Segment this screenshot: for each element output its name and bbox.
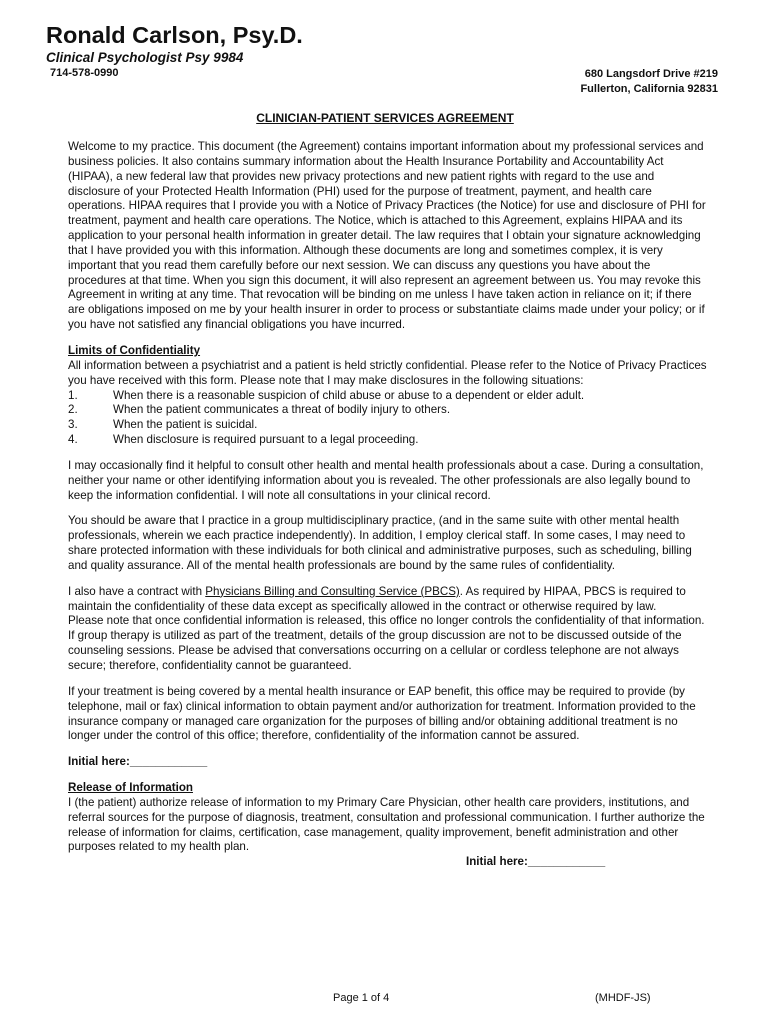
intro-paragraph: Welcome to my practice. This document (the Agreement) contains important information about my professional services and business policies. It also contains summary information about the Health Insurance Portability and Accountability Act (HIPAA), a new federal law that provides new privacy protections and new patient rights with regard to the use and disclosure of your Protected Health Information (PHI) used for the purpose of treatment, payment, and health care operations. HIPAA requires that I provide you with a Notice of Privacy Practices (the Notice) for use and disclosure of PHI for treatment, payment and health care operations. The Notice, which is attached to this Agreement, explains HIPAA and its application to your personal health information in greater detail. The law requires that I obtain your signature acknowledging that I have provided you with this information. Although these documents are long and sometimes complex, it is very important that you read them carefully before our next session. We can discuss any questions you have about the procedures at that time. When you sign this document, it will also represent an agreement between us. You may revoke this Agreement in writing at any time. That revocation will be binding on me unless I have taken action in reliance on it; if there are obligations imposed on me by your health insurer in order to process or substantiate claims made under your policy; or if you have not satisfied any financial obligations you have incurred. — [68, 140, 706, 332]
list-item — [68, 389, 708, 404]
list-item-text: When the patient is suicidal. — [113, 418, 258, 432]
address-line-2: Fullerton, California 92831 — [580, 83, 718, 95]
released-info-paragraph: Please note that once confidential information is released, this office no longer controls the confidentiality of that information. If group therapy is utilized as part of the treatment, details of the group discussion are not to be discussed outside of the counseling sessions. Please be advised that conversations occurring on a cellular or cordless telephone are not always secure; therefore, confidentiality cannot be guaranteed. — [68, 614, 705, 672]
clinician-title: Clinical Psychologist Psy 9984 — [46, 50, 244, 65]
confidentiality-lead: All information between a psychiatrist and a patient is held strictly confidential. Please refer to the Notice of Privacy Practices you have received with this form. Please note that I may make disclosures in the following situations: — [68, 358, 707, 387]
pbcs-link[interactable]: Physicians Billing and Consulting Service (PBCS) — [205, 584, 460, 598]
insurance-paragraph: If your treatment is being covered by a mental health insurance or EAP benefit, this office may be required to provide (by telephone, mail or fax) clinical information to obtain payment and/or authorization for treatment. Information provided to the insurance company or managed care organization for the purposes of billing and/or obtaining additional treatment is no longer under the control of this office; therefore, confidentiality of the information cannot be assured. — [68, 684, 696, 743]
document-title: CLINICIAN-PATIENT SERVICES AGREEMENT — [256, 111, 514, 125]
list-item — [68, 418, 708, 433]
contract-suffix: . As required by HIPAA, PBCS is required to maintain the confidentiality of these data except as specifically allowed in the contract or otherwise required by law. — [68, 584, 686, 613]
list-item — [68, 403, 708, 418]
list-item-text: When there is a reasonable suspicion of child abuse or abuse to a dependent or elder adult. — [113, 388, 585, 402]
clinician-name: Ronald Carlson, Psy.D. — [46, 22, 303, 48]
consultation-paragraph: I may occasionally find it helpful to consult other health and mental health professionals about a case. During a consultation, neither your name or other identifying information about you is revealed. The other professionals are also legally bound to keep the information confidential. I will note all consultations in your clinical record. — [68, 458, 704, 502]
disclosure-list — [68, 389, 708, 448]
document-body — [68, 140, 708, 870]
address-line-1: 680 Langsdorf Drive #219 — [584, 68, 718, 80]
contract-paragraph — [68, 585, 708, 615]
confidentiality-heading: Limits of Confidentiality — [68, 343, 201, 357]
list-item-number: 4. — [68, 433, 78, 447]
list-item-number: 2. — [68, 403, 78, 417]
group-practice-paragraph: You should be aware that I practice in a group multidisciplinary practice, (and in the same suite with other mental health professionals, wherein we each practice independently). In addition, I employ clerical staff. In some cases, I may need to share protected information with these individuals for both clinical and administrative purposes, such as scheduling, billing and quality assurance. All of the mental health professionals are bound by the same rules of confidentiality. — [68, 514, 692, 572]
list-item — [68, 433, 708, 448]
phone-number: 714-578-0990 — [50, 67, 119, 79]
list-item-text: When the patient communicates a threat of bodily injury to others. — [113, 403, 451, 417]
page-number: Page 1 of 4 — [333, 992, 390, 1004]
list-item-number: 3. — [68, 418, 78, 432]
list-item-text: When disclosure is required pursuant to a legal proceeding. — [113, 433, 419, 447]
list-item-number: 1. — [68, 388, 78, 402]
address-block — [580, 67, 718, 97]
release-paragraph: I (the patient) authorize release of information to my Primary Care Physician, other health care providers, institutions, and referral sources for the purpose of diagnosis, treatment, consultation and professional communication. I further authorize the release of information for claims, certification, case management, quality improvement, benefit administration and other purposes related to my health plan. — [68, 795, 705, 854]
contract-prefix: I also have a contract with — [68, 584, 206, 598]
form-code: (MHDF-JS) — [595, 992, 651, 1004]
initial-field-2[interactable]: Initial here:____________ — [466, 855, 606, 869]
release-heading: Release of Information — [68, 781, 193, 795]
initial-field-1[interactable]: Initial here:____________ — [68, 755, 208, 769]
